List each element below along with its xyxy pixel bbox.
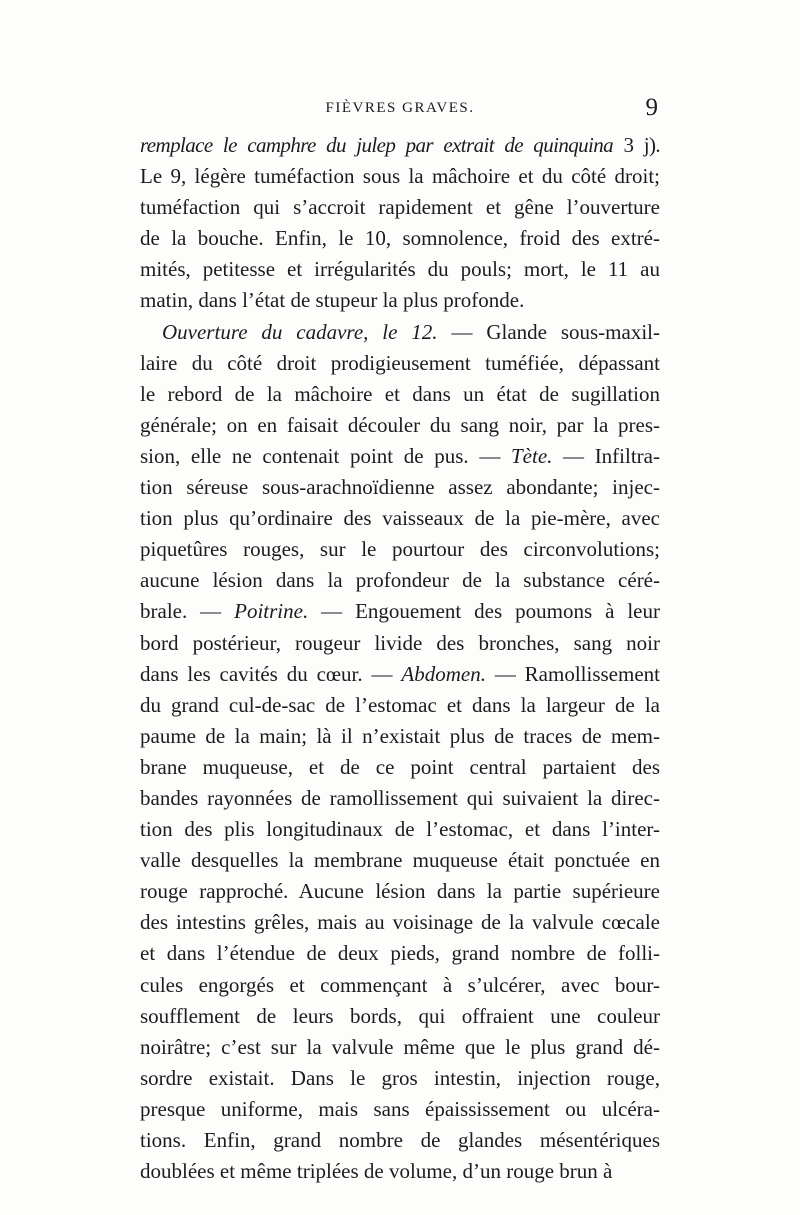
italic-text: Ouverture du cadavre, le 12.	[162, 319, 438, 344]
italic-text: remplace le camphre du julep par extrait de quinquina	[140, 133, 614, 157]
text-run: sordre existait. Dans le gros intestin, injection rouge,	[140, 1065, 660, 1090]
text-line	[140, 907, 660, 938]
text-line	[140, 1125, 660, 1156]
text-run: cules engorgés et commençant à s’ulcérer, avec bour-	[140, 972, 660, 997]
text-run: tuméfaction qui s’accroit rapidement et gêne l’ouverture	[140, 195, 660, 220]
text-run: — Ramollissement	[485, 661, 660, 686]
text-run: — Infiltra-	[552, 443, 660, 468]
text-line	[140, 1156, 660, 1187]
italic-text: Tète.	[510, 443, 553, 468]
text-run: rouge rapproché. Aucune lésion dans la partie supérieure	[140, 879, 660, 904]
text-run: mités, petitesse et irrégularités du pouls; mort, le 11 au	[140, 257, 660, 282]
italic-text: Poitrine.	[234, 599, 309, 624]
text-run: doublées et même triplées de volume, d’un rouge brun à	[140, 1159, 613, 1184]
text-line	[140, 596, 660, 627]
text-line	[140, 410, 660, 441]
text-run: piquetûres rouges, sur le pourtour des circonvolutions;	[140, 537, 660, 562]
text-run: brane muqueuse, et de ce point central partaient des	[140, 754, 660, 779]
text-line	[140, 472, 660, 503]
text-run: sion, elle ne contenait point de pus. —	[140, 443, 511, 468]
text-line	[140, 348, 660, 379]
text-run: laire du côté droit prodigieusement tuméfiée, dépassant	[140, 350, 660, 375]
text-run: matin, dans l’état de stupeur la plus profonde.	[140, 288, 525, 313]
italic-text: Abdomen.	[401, 661, 486, 686]
text-run: de la bouche. Enfin, le 10, somnolence, froid des extré-	[140, 226, 660, 251]
text-line	[140, 1032, 660, 1063]
text-run: bord postérieur, rougeur livide des bronches, sang noir	[140, 630, 660, 655]
body-text	[140, 130, 660, 1187]
text-run: tion plus qu’ordinaire des vaisseaux de la pie-mère, avec	[140, 506, 660, 531]
text-line	[140, 1001, 660, 1032]
text-line	[140, 876, 660, 907]
text-line	[140, 317, 660, 348]
text-run: dans les cavités du cœur. —	[140, 661, 402, 686]
text-run: le rebord de la mâchoire et dans un état de sugillation	[140, 381, 660, 406]
text-run: tion des plis longitudinaux de l’estomac, et dans l’inter-	[140, 817, 660, 842]
text-run: noirâtre; c’est sur la valvule même que le plus grand dé-	[140, 1034, 660, 1059]
text-line	[140, 130, 660, 161]
text-line	[140, 285, 660, 316]
text-run: — Engouement des poumons à leur	[308, 599, 660, 624]
running-head	[140, 96, 660, 126]
text-line	[140, 721, 660, 752]
text-line	[140, 254, 660, 285]
text-line	[140, 534, 660, 565]
text-run: aucune lésion dans la profondeur de la substance céré-	[140, 568, 660, 593]
text-run: et dans l’étendue de deux pieds, grand nombre de folli-	[140, 941, 660, 966]
text-line	[140, 223, 660, 254]
text-run: Le 9, légère tuméfaction sous la mâchoire et du côté droit;	[140, 164, 660, 189]
text-line	[140, 503, 660, 534]
text-run: des intestins grêles, mais au voisinage de la valvule cœcale	[140, 910, 660, 935]
text-line	[140, 690, 660, 721]
text-run: — Glande sous-maxil-	[437, 319, 660, 344]
text-line	[140, 659, 660, 690]
text-line	[140, 441, 660, 472]
text-run: du grand cul-de-sac de l’estomac et dans la largeur de la	[140, 692, 660, 717]
text-line	[140, 1063, 660, 1094]
text-run: bandes rayonnées de ramollissement qui suivaient la direc-	[140, 785, 660, 810]
page-number: 9	[645, 94, 658, 121]
text-line	[140, 565, 660, 596]
text-line	[140, 1094, 660, 1125]
text-line	[140, 752, 660, 783]
text-line	[140, 845, 660, 876]
text-run: 3 j).	[613, 133, 660, 157]
text-run: paume de la main; là il n’existait plus de traces de mem-	[140, 723, 660, 748]
text-line	[140, 192, 660, 223]
text-line	[140, 970, 660, 1001]
text-line	[140, 628, 660, 659]
text-run: brale. —	[140, 599, 235, 624]
running-title: FIÈVRES GRAVES.	[325, 100, 475, 116]
text-line	[140, 783, 660, 814]
text-line	[140, 814, 660, 845]
text-run: tion séreuse sous-arachnoïdienne assez abondante; injec-	[140, 475, 660, 500]
text-line	[140, 161, 660, 192]
text-run: soufflement de leurs bords, qui offraient une couleur	[140, 1003, 660, 1028]
text-run: presque uniforme, mais sans épaississement ou ulcéra-	[140, 1096, 660, 1121]
text-run: tions. Enfin, grand nombre de glandes mésentériques	[140, 1128, 660, 1152]
text-line	[140, 379, 660, 410]
text-line	[140, 938, 660, 969]
text-run: générale; on en faisait découler du sang noir, par la pres-	[140, 412, 660, 437]
text-run: valle desquelles la membrane muqueuse était ponctuée en	[140, 848, 660, 873]
